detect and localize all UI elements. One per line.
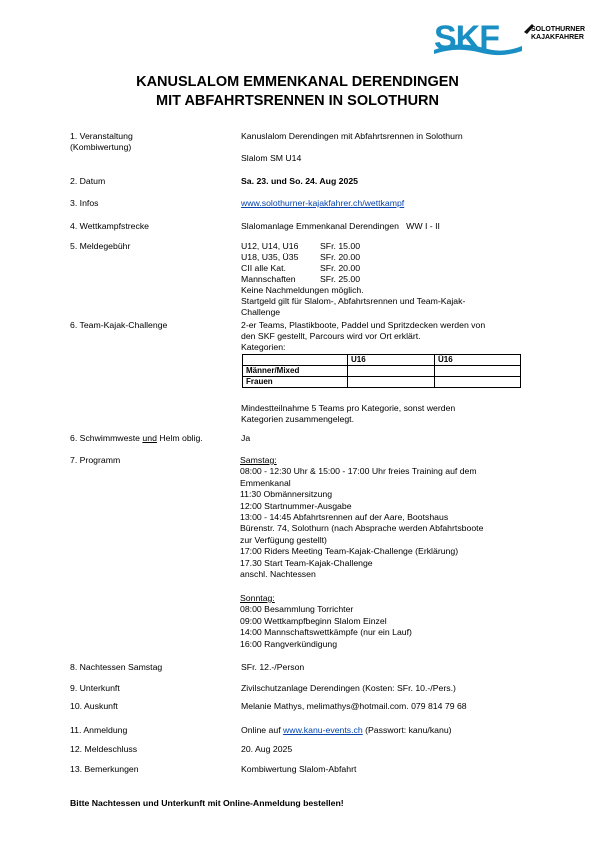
bemerkungen-value: Kombiwertung Slalom-Abfahrt xyxy=(241,764,357,774)
list-item: 17:00 Riders Meeting Team-Kajak-Challenge (Erklärung) xyxy=(240,546,459,557)
table-row-label: Frauen xyxy=(243,377,348,388)
auskunft-label: 10. Auskunft xyxy=(70,701,118,711)
nachtessen-label: 8. Nachtessen Samstag xyxy=(70,662,163,672)
veranstaltung-label2: (Kombiwertung) xyxy=(70,142,132,152)
meldegebuehr-label: 5. Meldegebühr xyxy=(70,241,131,251)
fee-price: SFr. 25.00 xyxy=(320,274,361,284)
team-note1: Mindestteilnahme 5 Teams pro Kategorie, sonst werden xyxy=(241,403,456,413)
table-cell xyxy=(348,377,435,388)
list-item: 08:00 Besammlung Torrichter xyxy=(240,604,354,615)
fee-price: SFr. 20.00 xyxy=(320,252,361,262)
table-row-label: Männer/Mixed xyxy=(243,366,348,377)
veranstaltung-value: Kanuslalom Derendingen mit Abfahrtsrennen in Solothurn xyxy=(241,131,463,141)
meldeschluss-value: 20. Aug 2025 xyxy=(241,744,293,754)
meldegebuehr-note2: Startgeld gilt für Slalom-, Abfahrtsrennen und Team-Kajak- xyxy=(241,296,466,306)
datum-label: 2. Datum xyxy=(70,176,106,186)
samstag-heading: Samstag: xyxy=(240,455,277,465)
meldegebuehr-note3: Challenge xyxy=(241,307,281,317)
skf-logo xyxy=(432,18,586,58)
team-label: 6. Team-Kajak-Challenge xyxy=(70,320,168,330)
programm-sonntag xyxy=(240,593,412,650)
infos-link[interactable]: www.solothurner-kajakfahrer.ch/wettkampf xyxy=(241,198,405,208)
fee-price: SFr. 15.00 xyxy=(320,241,361,251)
infos-label: 3. Infos xyxy=(70,198,99,208)
unterkunft-label: 9. Unterkunft xyxy=(70,683,120,693)
list-item: zur Verfügung gestellt) xyxy=(240,534,327,545)
team-line3: Kategorien: xyxy=(241,342,286,352)
nachtessen-value: SFr. 12.-/Person xyxy=(241,662,305,672)
programm-samstag xyxy=(240,455,483,580)
fee-cat: U18, U35, Ü35 xyxy=(241,252,299,262)
logo-mark: SKF xyxy=(434,19,499,57)
table-header-cell: U16 xyxy=(348,355,435,366)
list-item: Emmenkanal xyxy=(240,477,291,488)
list-item: 12:00 Startnummer-Ausgabe xyxy=(240,500,352,511)
footer-note: Bitte Nachtessen und Unterkunft mit Online-Anmeldung bestellen! xyxy=(70,798,344,808)
table-row xyxy=(243,377,521,388)
datum-value: Sa. 23. und So. 24. Aug 2025 xyxy=(241,176,359,186)
team-line2: den SKF gestellt, Parcours wird vor Ort erklärt. xyxy=(241,331,421,341)
schwimmweste-value: Ja xyxy=(241,433,251,443)
fee-price: SFr. 20.00 xyxy=(320,263,361,273)
table-row xyxy=(243,366,521,377)
table-header-cell xyxy=(243,355,348,366)
anmeldung-value: Online auf www.kanu-events.ch (Passwort: kanu/kanu) xyxy=(241,725,452,735)
fee-cat: CII alle Kat. xyxy=(241,263,286,273)
bemerkungen-label: 13. Bemerkungen xyxy=(70,764,139,774)
fee-cat: Mannschaften xyxy=(241,274,296,284)
schwimmweste-label: 6. Schwimmweste und Helm oblig. xyxy=(70,433,203,443)
veranstaltung-value2: Slalom SM U14 xyxy=(241,153,302,163)
page-title-line2: MIT ABFAHRTSRENNEN IN SOLOTHURN xyxy=(155,93,439,109)
fee-cat: U12, U14, U16 xyxy=(241,241,299,251)
strecke-value: Slalomanlage Emmenkanal Derendingen WW I - II xyxy=(241,221,440,231)
list-item: Bürenstr. 74, Solothurn (nach Absprache werden Abfahrtsboote xyxy=(240,523,484,534)
strecke-label: 4. Wettkampfstrecke xyxy=(70,221,150,231)
list-item: 11:30 Obmännersitzung xyxy=(240,489,333,500)
kategorien-table xyxy=(242,354,521,388)
auskunft-value: Melanie Mathys, melimathys@hotmail.com. 079 814 79 68 xyxy=(241,701,467,711)
table-cell xyxy=(435,377,521,388)
logo-line1: SOLOTHURNER xyxy=(531,26,586,33)
veranstaltung-label: 1. Veranstaltung xyxy=(70,131,133,141)
list-item: 16:00 Rangverkündigung xyxy=(240,638,338,649)
list-item: 13:00 - 14:45 Abfahrtsrennen auf der Aare, Bootshaus xyxy=(240,512,449,523)
table-cell xyxy=(348,366,435,377)
page-title-line1: KANUSLALOM EMMENKANAL DERENDINGEN xyxy=(136,74,459,90)
list-item: 08:00 - 12:30 Uhr & 15:00 - 17:00 Uhr freies Training auf dem xyxy=(240,466,477,477)
team-line1: 2-er Teams, Plastikboote, Paddel und Spritzdecken werden von xyxy=(241,320,486,330)
anmeldung-link[interactable]: www.kanu-events.ch xyxy=(283,725,363,735)
table-row xyxy=(243,355,521,366)
sonntag-heading: Sonntag: xyxy=(240,593,275,603)
unterkunft-value: Zivilschutzanlage Derendingen (Kosten: SFr. 10.-/Pers.) xyxy=(241,683,456,693)
table-header-cell: Ü16 xyxy=(435,355,521,366)
meldeschluss-label: 12. Meldeschluss xyxy=(70,744,138,754)
table-cell xyxy=(435,366,521,377)
list-item: 17.30 Start Team-Kajak-Challenge xyxy=(240,557,373,568)
meldegebuehr-note1: Keine Nachmeldungen möglich. xyxy=(241,285,364,295)
list-item: anschl. Nachtessen xyxy=(240,569,316,580)
logo-line2: KAJAKFAHRER xyxy=(531,34,584,41)
team-note2: Kategorien zusammengelegt. xyxy=(241,414,355,424)
list-item: 14:00 Mannschaftswettkämpfe (nur ein Lauf) xyxy=(240,627,412,638)
list-item: 09:00 Wettkampfbeginn Slalom Einzel xyxy=(240,615,387,626)
programm-label: 7. Programm xyxy=(70,455,121,465)
anmeldung-label: 11. Anmeldung xyxy=(70,725,128,735)
